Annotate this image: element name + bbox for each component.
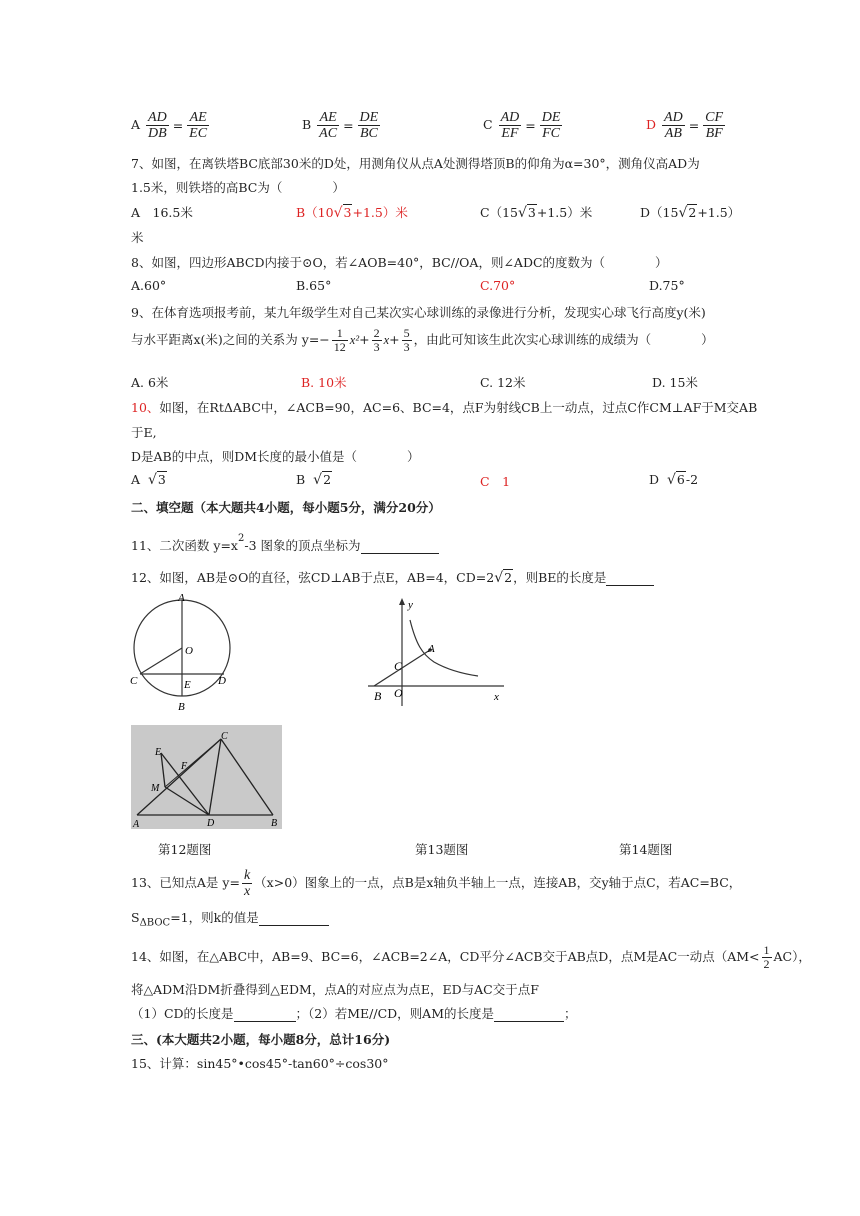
q9-option-b: B. 10米 (301, 375, 347, 390)
fraction: $\frac{DE}{FC}$ (541, 110, 561, 141)
fraction: $\frac{5}{3}$ (403, 326, 410, 354)
q14-line2: 将△ADM沿DM折叠得到△EDM，点A的对应点为点E，ED与AC交于点F (131, 982, 539, 997)
q10-stem-line1: 10、如图，在RtΔABC中，∠ACB=90，AC=6、BC=4，点F为射线CB上一动点，过点C作CM⊥AF于M交AB (131, 400, 758, 415)
q14-line1: 14、如图，在△ABC中，AB=9、BC=6，∠ACB=2∠A，CD平分∠ACB交于AB点D，点M是AC一动点（AM< $\frac{1}{2}$ AC）， (131, 943, 811, 971)
label-b: B (271, 818, 278, 829)
q7-option-b: B（10√3+1.5）米 (296, 205, 408, 221)
q7-option-d: D（15√2+1.5） (640, 205, 741, 221)
answer-blank (234, 1006, 296, 1022)
label-b: B (374, 689, 382, 703)
sqrt: √3 (517, 205, 536, 221)
fraction: $\frac{2}{3}$ (373, 326, 380, 354)
sqrt: √2 (313, 472, 332, 488)
label-x: x (494, 691, 499, 703)
q9-option-c: C. 12米 (480, 375, 526, 390)
label-c: C (394, 659, 403, 673)
label-c: C (130, 675, 138, 687)
q9-stem-line1: 9、在体育选项报考前，某九年级学生对自己某次实心球训练的录像进行分析，发现实心球飞行高度y(米) (131, 305, 706, 320)
q10-stem-line3: D是AB的中点，则DM长度的最小值是（ ） (131, 449, 420, 464)
label-d: D (218, 675, 226, 687)
q10-option-c: C 1 (480, 474, 511, 489)
label-a: A (178, 592, 185, 604)
caption-figure-13: 第13题图 (415, 842, 469, 857)
figure-12-circle (126, 592, 236, 714)
label-e: E (184, 679, 191, 691)
label-o: O (394, 686, 403, 700)
q9-option-d: D. 15米 (652, 375, 698, 390)
q9-option-a: A. 6米 (131, 375, 169, 390)
q7-option-d-continued: 米 (131, 230, 144, 245)
label-b: B (178, 701, 185, 713)
answer-blank (259, 910, 329, 926)
fraction: $\frac{1}{12}$ (333, 326, 346, 354)
fraction: $\frac{CF}{BF}$ (705, 110, 724, 141)
q7-option-a: A 16.5米 (131, 205, 193, 220)
q10-stem-line2: 于E, (131, 425, 157, 440)
q8-option-b: B.65° (296, 278, 332, 293)
caption-figure-14: 第14题图 (619, 842, 673, 857)
sqrt: √2 (678, 205, 697, 221)
q6-option-a: A $\frac{AD}{DB}$ = $\frac{AE}{EC}$ (131, 110, 208, 141)
fraction: $\frac{AE}{EC}$ (189, 110, 208, 141)
label-o: O (185, 645, 193, 657)
fraction: $\frac{AD}{AB}$ (664, 110, 683, 141)
fraction: $\frac{AE}{AC}$ (319, 110, 338, 141)
label-c: C (221, 731, 228, 742)
q8-stem: 8、如图，四边形ABCD内接于⊙O，若∠AOB=40°，BC//OA，则∠ADC的度数为（ ） (131, 255, 668, 270)
q8-option-a: A.60° (131, 278, 167, 293)
q6-option-d: D $\frac{AD}{AB}$ = $\frac{CF}{BF}$ (646, 110, 724, 141)
section-2-heading: 二、填空题（本大题共4小题，每小题5分，满分20分） (131, 500, 441, 515)
answer-blank (361, 538, 439, 554)
q8-option-d: D.75° (649, 278, 685, 293)
q14-line3: （1）CD的长度是 ；（2）若ME//CD，则AM的长度是 ； (131, 1006, 577, 1021)
q10-option-d: D √6-2 (649, 472, 699, 488)
q7-option-c: C（15√3+1.5）米 (480, 205, 593, 221)
sqrt: √2 (494, 570, 513, 586)
q13-line1: 13、已知点A是 y= $\frac{k}{x}$ （x>0）图象上的一点，点B是x轴负半轴上一点，连接AB，交y轴于点C，若AC=BC， (131, 868, 742, 899)
q7-stem-line1: 7、如图，在离铁塔BC底部30米的D处，用测角仪从点A处测得塔顶B的仰角为α=30°，测角仪高AD为 (131, 156, 700, 171)
sqrt: √6 (666, 472, 685, 488)
sqrt: √3 (333, 205, 352, 221)
q7-stem-line2: 1.5米，则铁塔的高BC为（ ） (131, 180, 345, 195)
q15: 15、计算：sin45°•cos45°-tan60°÷cos30° (131, 1056, 389, 1071)
answer-blank (494, 1006, 564, 1022)
label-d: D (207, 818, 215, 829)
fraction: $\frac{DE}{BC}$ (359, 110, 379, 141)
caption-figure-12: 第12题图 (158, 842, 212, 857)
label-a: A (428, 643, 435, 655)
label-m: M (151, 783, 160, 794)
figure-14-photo (131, 725, 282, 829)
label-e: E (155, 747, 162, 758)
q10-option-b: B √2 (296, 472, 332, 488)
q9-stem-line2: 与水平距离x(米)之间的关系为 y=− $\frac{1}{12}$ x²+ $\frac{2}{3}$ x+ $\frac{5}{3}$ ，由此可知该生此次实心球训练的成绩为（ ） (131, 326, 714, 354)
q13-line2: $S_{\Delta BOC}=1$，则k的值是 (131, 908, 329, 929)
figure-14-triangle (131, 725, 282, 829)
fraction: $\frac{k}{x}$ (243, 868, 251, 899)
fraction: $\frac{AD}{EF}$ (500, 110, 520, 141)
label-f: F (181, 761, 188, 772)
q8-option-c: C.70° (480, 278, 516, 293)
section-3-heading: 三、(本大题共2小题，每小题8分，总计16分) (131, 1032, 391, 1047)
sqrt: √3 (147, 472, 166, 488)
q6-option-b: B $\frac{AE}{AC}$ = $\frac{DE}{BC}$ (302, 110, 379, 141)
q10-option-a: A √3 (131, 472, 166, 488)
answer-blank (606, 570, 654, 586)
label-a: A (133, 819, 140, 829)
q6-option-c: C $\frac{AD}{EF}$ = $\frac{DE}{FC}$ (483, 110, 561, 141)
label-y: y (408, 599, 413, 611)
fraction: $\frac{1}{2}$ (763, 943, 770, 971)
fraction: $\frac{AD}{DB}$ (148, 110, 167, 141)
figure-13-graph (364, 596, 514, 710)
q12: 12、如图，AB是⊙O的直径，弦CD⊥AB于点E，AB=4，CD=2√2，则BE的长度是 (131, 568, 654, 586)
q11: 11、二次函数 $y=x^2-3$ 图象的顶点坐标为 (131, 536, 439, 554)
